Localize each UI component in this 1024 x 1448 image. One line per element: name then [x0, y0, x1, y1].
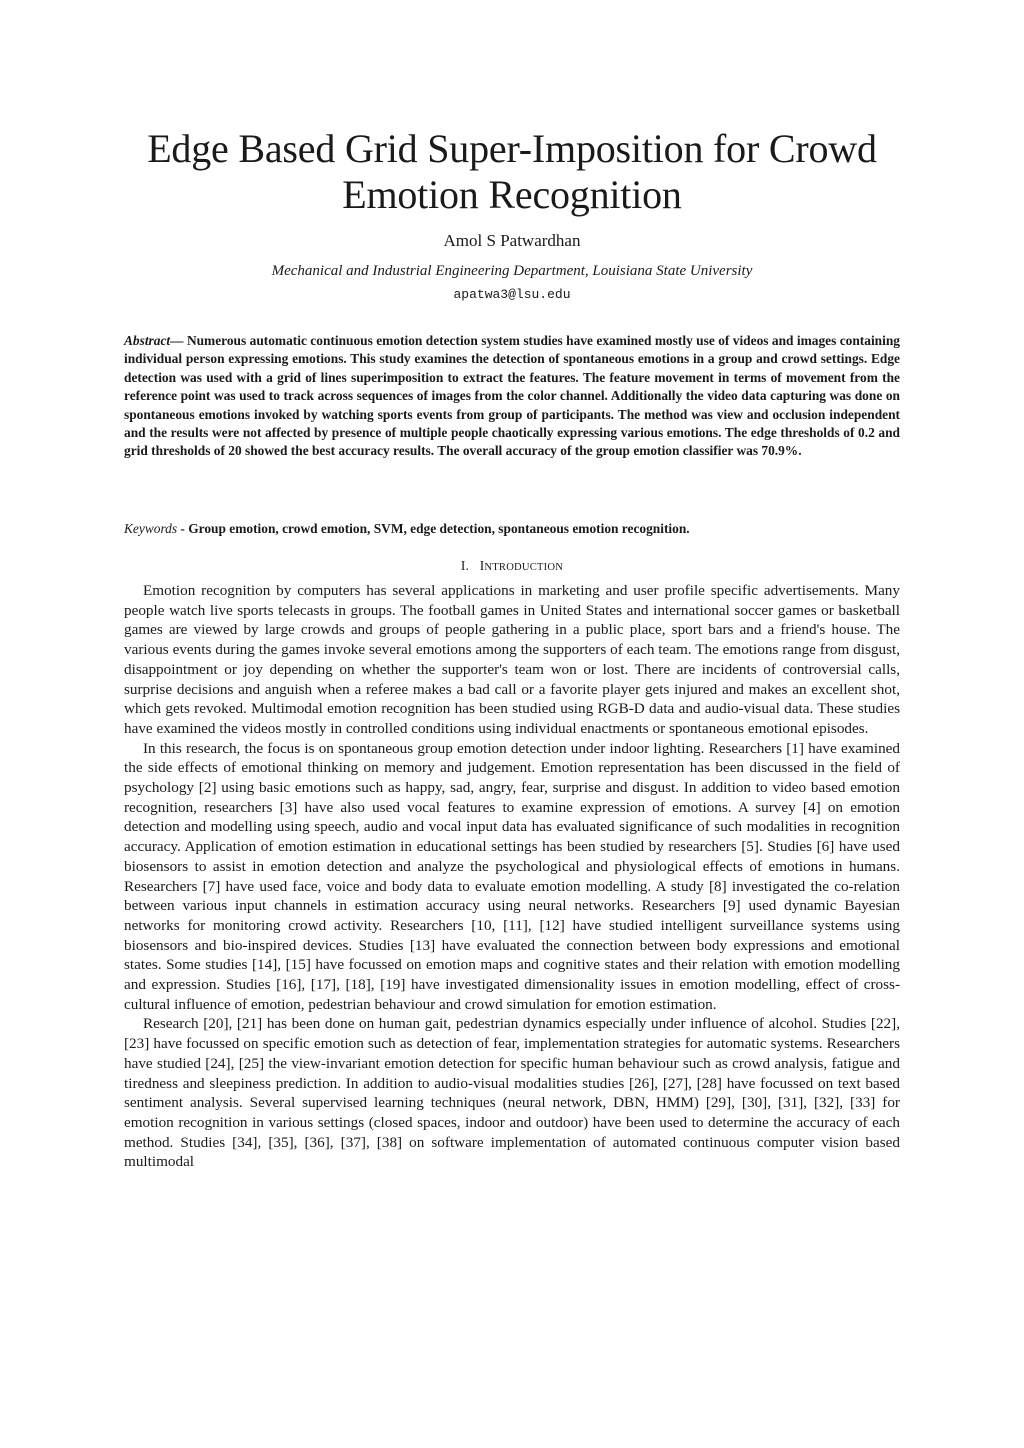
body-paragraph: In this research, the focus is on spontaneous group emotion detection under indoor lighting. Researchers [1] have examined the side effects of emotional thinking on memory and judgement. Emotion representation has been discussed in the field of psychology [2] using basic emotions such as happy, sad, angry, fear, surprise and disgust. In addition to video based emotion recognition, researchers [3] have also used vocal features to examine expression of emotions. A survey [4] on emotion detection and modelling using speech, audio and vocal input data has evaluated significance of such modalities in recognition accuracy. Application of emotion estimation in educational settings has been studied by researchers [5]. Studies [6] have used biosensors to assist in emotion detection and analyze the psychological and physiological effects of emotions in humans. Researchers [7] have used face, voice and body data to evaluate emotion modelling. A study [8] investigated the co-relation between various input channels in estimation accuracy using neural networks. Researchers [9] used dynamic Bayesian networks for monitoring crowd activity. Researchers [10, [11], [12] have studied intelligent surveillance systems using biosensors and bio-inspired devices. Studies [13] have evaluated the connection between body expressions and emotional states. Some studies [14], [15] have focussed on emotion maps and cognitive states and their relation with emotion modelling and expression. Studies [16], [17], [18], [19] have investigated dimensionality issues in emotion modelling, effect of cross-cultural influence of emotion, pedestrian behaviour and crowd simulation for emotion estimation.: [124, 739, 900, 1013]
body-paragraph: Research [20], [21] has been done on human gait, pedestrian dynamics especially under influence of alcohol. Studies [22], [23] have focussed on specific emotion such as detection of fear, implementation strategies for automatic systems. Researchers have studied [24], [25] the view-invariant emotion detection for specific human behaviour such as crowd analysis, fatigue and tiredness and sleepiness prediction. In addition to audio-visual modalities studies [26], [27], [28] have focussed on text based sentiment analysis. Several supervised learning techniques (neural network, DBN, HMM) [29], [30], [31], [32], [33] for emotion recognition in various settings (closed spaces, indoor and outdoor) have been used to determine the accuracy of each method. Studies [34], [35], [36], [37], [38] on software implementation of automated continuous computer vision based multimodal: [124, 1015, 900, 1171]
author-affiliation: Mechanical and Industrial Engineering Department, Louisiana State University: [271, 263, 753, 279]
author-email: apatwa3@lsu.edu: [453, 287, 571, 302]
body-paragraph: Emotion recognition by computers has several applications in marketing and user profile specific advertisements. Many people watch live sports telecasts in groups. The football games in United States and international soccer games or basketball games are viewed by large crowds and groups of people gathering in a public place, sport bars and a friend's house. The various events during the games invoke several emotions among the supporters of each team. The emotions range from disgust, disappointment or joy depending on whether the supporter's team won or lost. There are incidents of controversial calls, surprise decisions and anguish when a referee makes a bad call or a favorite player gets injured and makes an excellent shot, which gets revoked. Multimodal emotion recognition has been studied using RGB-D data and audio-visual data. These studies have examined the videos mostly in controlled conditions using individual enactments or spontaneous emotional episodes.: [124, 582, 900, 737]
keywords-label: Keywords: [124, 521, 178, 536]
keywords-separator: -: [177, 521, 189, 536]
keywords-text: Group emotion, crowd emotion, SVM, edge detection, spontaneous emotion recognition.: [188, 521, 690, 536]
abstract-label: Abstract—: [124, 333, 184, 348]
section-heading-introduction: [124, 557, 900, 577]
abstract-text: Numerous automatic continuous emotion detection system studies have examined mostly use of videos and images containing individual person expressing emotions. This study examines the detection of spontaneous emotions in a group and crowd settings. Edge detection was used with a grid of lines superimposition to extract the features. The feature movement in terms of movement from the reference point was used to track across sequences of images from the color channel. Additionally the video data capturing was done on spontaneous emotions invoked by watching sports events from group of participants. The method was view and occlusion independent and the results were not affected by presence of multiple people chaotically expressing various emotions. The edge thresholds of 0.2 and grid thresholds of 20 showed the best accuracy results. The overall accuracy of the group emotion classifier was 70.9%.: [124, 333, 900, 459]
keywords: [124, 520, 900, 538]
paper-title: Edge Based Grid Super-Imposition for Crowd Emotion Recognition: [147, 126, 877, 217]
abstract: [124, 332, 900, 461]
author-name: Amol S Patwardhan: [443, 231, 581, 250]
section-title-initial: I: [479, 558, 485, 573]
introduction-body: [124, 581, 900, 1172]
section-number: I.: [460, 558, 470, 573]
section-title-rest: NTRODUCTION: [484, 562, 564, 573]
